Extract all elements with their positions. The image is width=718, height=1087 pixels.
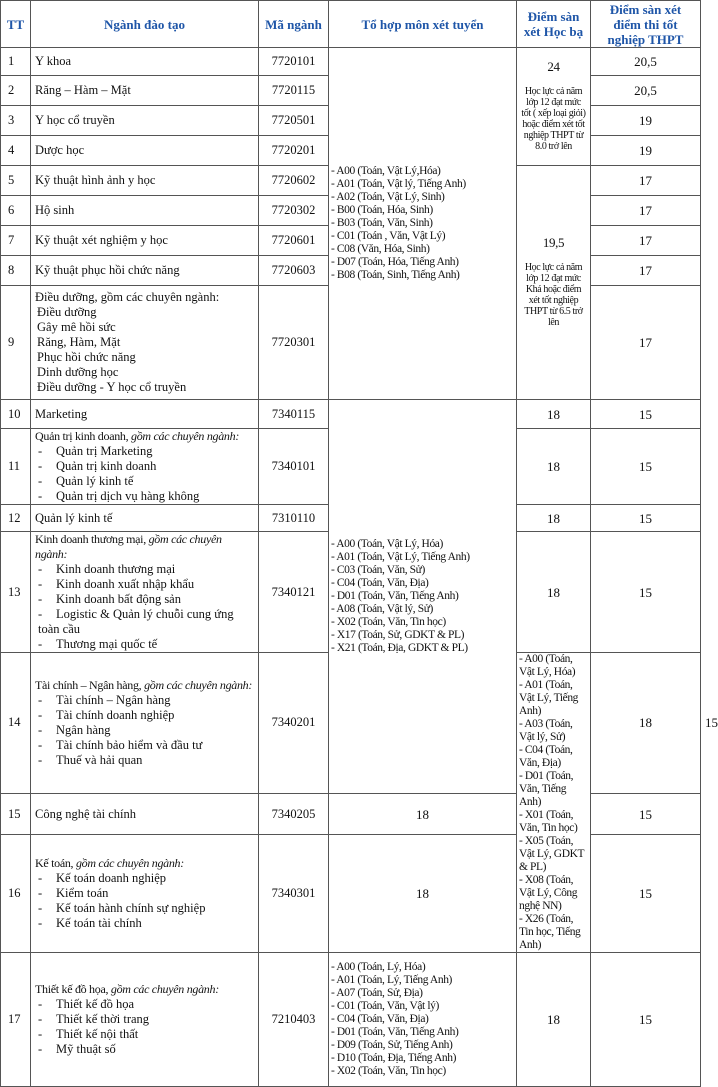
major-name-group: Thiết kế đồ họa, gồm các chuyên ngành: - Thiết kế đồ họa - Thiết kế thời trang - Thiết kế nội thất - Mỹ thuật số bbox=[31, 953, 259, 1087]
major-code: 7720302 bbox=[259, 196, 329, 226]
major-name-group: Tài chính – Ngân hàng, gồm các chuyên ngành: - Tài chính – Ngân hàng - Tài chính doanh nghiệp - Ngân hàng - Tài chính bảo hiểm và đầu tư - Thuế và hải quan bbox=[31, 653, 259, 794]
exam-score: 19 bbox=[591, 136, 701, 166]
header-transcript: Điểm sàn xét Học bạ bbox=[517, 1, 591, 48]
header-major: Ngành đào tạo bbox=[31, 1, 259, 48]
major-name: Công nghệ tài chính bbox=[31, 793, 259, 835]
row-number: 4 bbox=[1, 136, 31, 166]
row-number: 9 bbox=[1, 286, 31, 400]
row-number: 5 bbox=[1, 166, 31, 196]
transcript-score-cell-1 bbox=[517, 48, 591, 166]
exam-score: 19 bbox=[591, 106, 701, 136]
exam-score: 15 bbox=[591, 793, 701, 835]
major-name: Marketing bbox=[31, 400, 259, 429]
major-code: 7210403 bbox=[259, 953, 329, 1087]
row-number: 10 bbox=[1, 400, 31, 429]
major-code: 7340201 bbox=[259, 653, 329, 794]
header-row bbox=[1, 1, 701, 48]
exam-score: 15 bbox=[591, 505, 701, 532]
table-row bbox=[1, 48, 701, 76]
major-code: 7720501 bbox=[259, 106, 329, 136]
major-code: 7720101 bbox=[259, 48, 329, 76]
major-name: Y học cổ truyền bbox=[31, 106, 259, 136]
exam-score: 17 bbox=[591, 286, 701, 400]
major-code: 7310110 bbox=[259, 505, 329, 532]
major-name: Hộ sinh bbox=[31, 196, 259, 226]
major-name-group: Điều dưỡng, gồm các chuyên ngành: Điều dưỡng Gây mê hồi sức Răng, Hàm, Mặt Phục hồi chức năng Dinh dưỡng học Điều dưỡng - Y học cổ truyền bbox=[31, 286, 259, 400]
major-name: Kỹ thuật phục hồi chức năng bbox=[31, 256, 259, 286]
major-name: Kỹ thuật hình ảnh y học bbox=[31, 166, 259, 196]
major-code: 7720301 bbox=[259, 286, 329, 400]
table-row: 14 Tài chính – Ngân hàng, gồm các chuyên ngành: - Tài chính – Ngân hàng - Tài chính doanh nghiệp - Ngân hàng - Tài chính bảo hiểm và đầu tư - Thuế và hải quan 7340201 - A00 (Toán, Vật Lý, Hóa) - A01 (Toán, Vật Lý, Tiếng Anh) - A03 (Toán, Vật lý, Sử) - C04 (Toán, Văn, Địa) - D01 (Toán, Văn, Tiếng Anh) - X01 (Toán, Văn, Tin học) - X05 (Toán, Vật Lý, GDKT & PL) - X08 (Toán, Vật Lý, Công nghệ NN) - X26 (Toán, Tin học, Tiếng Anh) 18 15 bbox=[1, 653, 701, 794]
exam-score: 15 bbox=[591, 429, 701, 505]
row-number: 8 bbox=[1, 256, 31, 286]
row-number: 1 bbox=[1, 48, 31, 76]
exam-score: 15 bbox=[591, 400, 701, 429]
row-number: 15 bbox=[1, 793, 31, 835]
major-name: Dược học bbox=[31, 136, 259, 166]
table-row bbox=[1, 835, 701, 953]
row-number: 3 bbox=[1, 106, 31, 136]
table-row bbox=[1, 400, 701, 429]
transcript-score-cell-2 bbox=[517, 166, 591, 400]
major-code: 7340121 bbox=[259, 532, 329, 653]
major-code: 7720601 bbox=[259, 226, 329, 256]
header-exam: Điểm sàn xét điểm thi tốt nghiệp THPT bbox=[591, 1, 701, 48]
transcript-score: 18 bbox=[591, 653, 701, 794]
row-number: 17 bbox=[1, 953, 31, 1087]
header-tt: TT bbox=[1, 1, 31, 48]
header-code: Mã ngành bbox=[259, 1, 329, 48]
major-code: 7720115 bbox=[259, 76, 329, 106]
row-number: 11 bbox=[1, 429, 31, 505]
row-number: 7 bbox=[1, 226, 31, 256]
exam-score: 17 bbox=[591, 166, 701, 196]
transcript-score: 18 bbox=[517, 429, 591, 505]
transcript-score: 18 bbox=[517, 505, 591, 532]
major-code: 7340115 bbox=[259, 400, 329, 429]
major-name-group: Quản trị kinh doanh, gồm các chuyên ngành: - Quản trị Marketing - Quản trị kinh doanh - Quản lý kinh tế - Quản trị dịch vụ hàng không bbox=[31, 429, 259, 505]
major-code: 7340301 bbox=[259, 835, 329, 953]
exam-score: 17 bbox=[591, 256, 701, 286]
exam-score: 15 bbox=[591, 953, 701, 1087]
major-code: 7720603 bbox=[259, 256, 329, 286]
transcript-note: Học lực cả năm lớp 12 đạt mức Khá hoặc điểm xét tốt nghiệp THPT từ 6.5 trở lên bbox=[524, 262, 583, 328]
major-name-group: Kế toán, gồm các chuyên ngành: - Kế toán doanh nghiệp - Kiểm toán - Kế toán hành chính sự nghiệp - Kế toán tài chính bbox=[31, 835, 259, 953]
combo-list-design: - A00 (Toán, Lý, Hóa) - A01 (Toán, Lý, Tiếng Anh) - A07 (Toán, Sử, Địa) - C01 (Toán, Văn, Vật lý) - C04 (Toán, Văn, Địa) - D01 (Toán, Văn, Tiếng Anh) - D09 (Toán, Sử, Tiếng Anh) - D10 (Toán, Địa, Tiếng Anh) - X02 (Toán, Văn, Tin học) bbox=[329, 953, 517, 1087]
transcript-score: 18 bbox=[329, 835, 517, 953]
exam-score: 20,5 bbox=[591, 48, 701, 76]
transcript-score: 24 bbox=[547, 59, 560, 74]
combo-list-health: - A00 (Toán, Vật Lý,Hóa) - A01 (Toán, Vật lý, Tiếng Anh) - A02 (Toán, Vật Lý, Sinh) - B00 (Toán, Hóa, Sinh) - B03 (Toán, Văn, Sinh) - C01 (Toán , Văn, Vật Lý) - C08 (Văn, Hóa, Sinh) - D07 (Toán, Hóa, Tiếng Anh) - B08 (Toán, Sinh, Tiếng Anh) bbox=[329, 48, 517, 400]
transcript-score: 18 bbox=[329, 793, 517, 835]
table-row bbox=[1, 793, 701, 835]
table-row bbox=[1, 953, 701, 1087]
major-name: Răng – Hàm – Mặt bbox=[31, 76, 259, 106]
exam-score: 17 bbox=[591, 226, 701, 256]
row-number: 2 bbox=[1, 76, 31, 106]
major-code: 7720602 bbox=[259, 166, 329, 196]
row-number: 6 bbox=[1, 196, 31, 226]
major-name-group: Kinh doanh thương mại, gồm các chuyên ngành: - Kinh doanh thương mại - Kinh doanh xuất nhập khẩu - Kinh doanh bất động sản - Logistic & Quản lý chuỗi cung ứng toàn cầu - Thương mại quốc tế bbox=[31, 532, 259, 653]
exam-score: 20,5 bbox=[591, 76, 701, 106]
major-name: Y khoa bbox=[31, 48, 259, 76]
major-name: Kỹ thuật xét nghiệm y học bbox=[31, 226, 259, 256]
transcript-score: 18 bbox=[517, 953, 591, 1087]
transcript-score: 18 bbox=[517, 400, 591, 429]
combo-list-finance: - A00 (Toán, Vật Lý, Hóa) - A01 (Toán, Vật Lý, Tiếng Anh) - A03 (Toán, Vật lý, Sử) - C04 (Toán, Văn, Địa) - D01 (Toán, Văn, Tiếng Anh) - X01 (Toán, Văn, Tin học) - X05 (Toán, Vật Lý, GDKT & PL) - X08 (Toán, Vật Lý, Công nghệ NN) - X26 (Toán, Tin học, Tiếng Anh) bbox=[517, 653, 591, 953]
exam-score: 17 bbox=[591, 196, 701, 226]
major-code: 7720201 bbox=[259, 136, 329, 166]
transcript-score: 18 bbox=[517, 532, 591, 653]
row-number: 12 bbox=[1, 505, 31, 532]
exam-score: 15 bbox=[591, 532, 701, 653]
row-number: 14 bbox=[1, 653, 31, 794]
transcript-note: Học lực cả năm lớp 12 đạt mức tốt ( xếp loại giỏi) hoặc điểm xét tốt nghiệp THPT từ 8.0 trở lên bbox=[521, 86, 586, 152]
row-number: 13 bbox=[1, 532, 31, 653]
header-combo: Tổ hợp môn xét tuyển bbox=[329, 1, 517, 48]
exam-score: 15 bbox=[591, 835, 701, 953]
major-name: Quản lý kinh tế bbox=[31, 505, 259, 532]
combo-list-business: - A00 (Toán, Vật Lý, Hóa) - A01 (Toán, Vật Lý, Tiếng Anh) - C03 (Toán, Văn, Sử) - C04 (Toán, Văn, Địa) - D01 (Toán, Văn, Tiếng Anh) - A08 (Toán, Vật lý, Sử) - X02 (Toán, Văn, Tin học) - X17 (Toán, Sử, GDKT & PL) - X21 (Toán, Địa, GDKT & PL) bbox=[329, 400, 517, 794]
row-number: 16 bbox=[1, 835, 31, 953]
major-code: 7340101 bbox=[259, 429, 329, 505]
major-code: 7340205 bbox=[259, 793, 329, 835]
transcript-score: 19,5 bbox=[542, 235, 565, 250]
